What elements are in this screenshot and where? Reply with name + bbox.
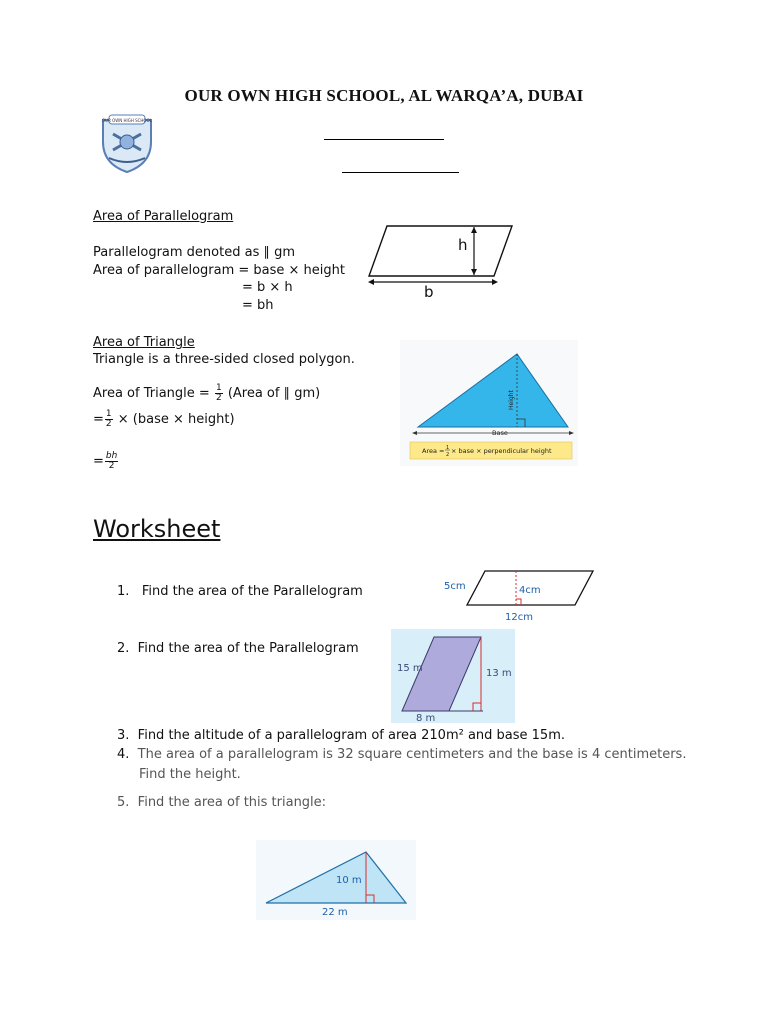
base-label: 12cm bbox=[505, 612, 533, 623]
question-4: 4. The area of a parallelogram is 32 square centimeters and the base is 4 centimeters. bbox=[117, 747, 687, 762]
triangle-description: Triangle is a three-sided closed polygon. bbox=[93, 352, 355, 367]
height-label: 13 m bbox=[486, 668, 512, 679]
question-1: 1. Find the area of the Parallelogram bbox=[117, 584, 363, 599]
base-label: 8 m bbox=[416, 713, 436, 723]
base-label: 22 m bbox=[322, 907, 348, 918]
triangle-heading: Area of Triangle bbox=[93, 335, 195, 350]
parallelogram-figure bbox=[362, 218, 522, 300]
height-label: h bbox=[458, 236, 468, 254]
parallelogram-heading: Area of Parallelogram bbox=[93, 209, 234, 224]
question-3: 3. Find the altitude of a parallelogram of area 210m² and base 15m. bbox=[117, 728, 566, 743]
blank-line-2 bbox=[342, 172, 459, 173]
height-label: 10 m bbox=[336, 875, 362, 886]
parallelogram-line-3: = b × h bbox=[242, 280, 293, 295]
q2-parallelogram-figure bbox=[391, 629, 515, 723]
triangle-formula-1: Area of Triangle = $\frac{1}{2}$ (Area of ∥ gm) bbox=[93, 383, 321, 403]
worksheet-heading: Worksheet bbox=[93, 515, 221, 543]
height-label: 4cm bbox=[519, 585, 541, 596]
q1-parallelogram-figure bbox=[440, 562, 600, 626]
triangle-formula-2: = $\frac{1}{2}$ × (base × height) bbox=[93, 409, 235, 429]
base-label: b bbox=[424, 283, 434, 300]
area-formula-den: 2 bbox=[446, 452, 450, 458]
question-5: 5. Find the area of this triangle: bbox=[117, 795, 327, 810]
parallelogram-line-2: Area of parallelogram = base × height bbox=[93, 263, 345, 278]
parallelogram-line-1: Parallelogram denoted as ∥ gm bbox=[93, 245, 296, 260]
side-label: 15 m bbox=[397, 663, 423, 674]
blank-line-1 bbox=[324, 139, 444, 140]
question-4-line-2: Find the height. bbox=[139, 767, 241, 782]
height-label: Height bbox=[508, 390, 515, 410]
area-formula-suffix: × base × perpendicular height bbox=[451, 447, 552, 455]
area-formula-num: 1 bbox=[446, 445, 450, 451]
area-formula-prefix: Area bbox=[422, 447, 437, 455]
triangle-figure bbox=[400, 340, 578, 466]
school-title: OUR OWN HIGH SCHOOL, AL WARQA’A, DUBAI bbox=[184, 86, 584, 105]
school-crest-logo bbox=[95, 112, 159, 176]
q5-triangle-figure bbox=[256, 840, 416, 920]
triangle-formula-3: = $\frac{bh}{2}$ bbox=[93, 451, 118, 471]
parallelogram-line-4: = bh bbox=[242, 298, 274, 313]
question-2: 2. Find the area of the Parallelogram bbox=[117, 641, 359, 656]
area-formula-eq: = bbox=[439, 447, 445, 455]
base-label: Base bbox=[492, 429, 508, 437]
crest-text: OUR OWN HIGH SCHOOL bbox=[102, 118, 152, 123]
side-label: 5cm bbox=[444, 581, 466, 592]
